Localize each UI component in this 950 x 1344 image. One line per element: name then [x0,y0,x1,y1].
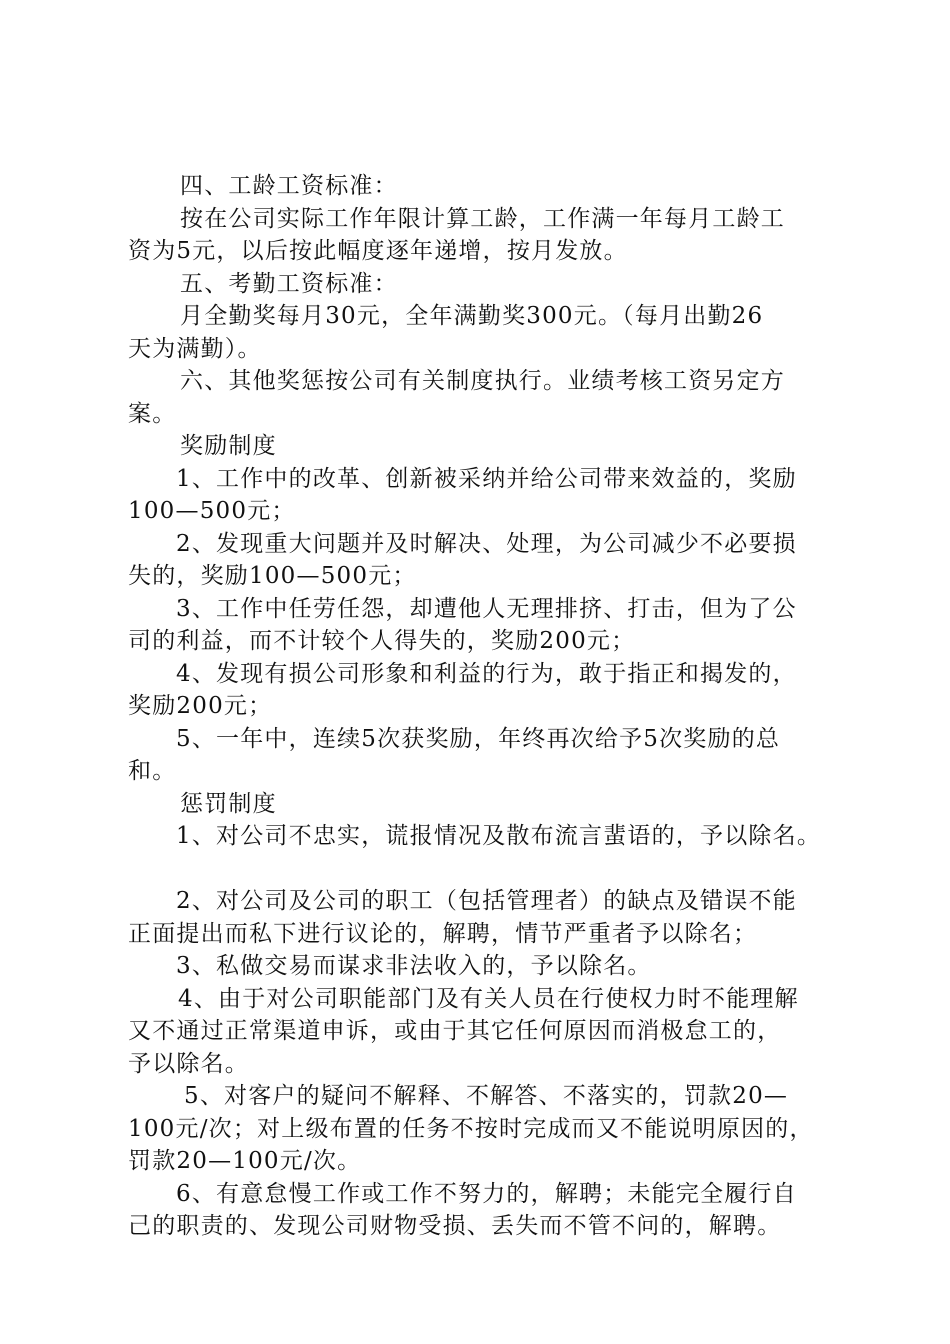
penalty-item-4-line: 又不通过正常渠道申诉，或由于其它任何原因而消极怠工的， [128,1018,782,1044]
section-heading-rewards: 奖励制度 [180,433,277,459]
reward-item-3-line: 司的利益，而不计较个人得失的，奖励200元； [128,628,636,654]
reward-item-4-line: 奖励200元； [128,693,273,719]
penalty-item-1-line: 1、对公司不忠实，谎报情况及散布流言蜚语的，予以除名。 [176,823,822,849]
reward-item-2-line: 2、发现重大问题并及时解决、处理，为公司减少不必要损 [176,530,797,557]
reward-item-4-line: 4、发现有损公司形象和利益的行为，敢于指正和揭发的， [176,660,797,687]
penalty-item-3-line: 3、私做交易而谋求非法收入的，予以除名。 [176,953,652,979]
penalty-item-6-line: 己的职责的、发现公司财物受损、丢失而不管不问的，解聘。 [128,1213,782,1239]
penalty-item-5-line: 罚款20—100元/次。 [128,1148,362,1174]
reward-item-2-line: 失的，奖励100—500元； [128,563,417,589]
penalty-item-5-line: 5、对客户的疑问不解释、不解答、不落实的，罚款20— [184,1083,789,1109]
document-body [128,170,848,1243]
reward-item-1-line: 100—500元； [128,498,296,524]
paragraph-line: 按在公司实际工作年限计算工龄，工作满一年每月工龄工 [180,205,785,232]
penalty-item-4-line: 4、由于对公司职能部门及有关人员在行使权力时不能理解 [178,985,799,1012]
reward-item-5-line: 和。 [128,758,177,784]
penalty-item-2-line: 正面提出而私下进行议论的，解聘，情节严重者予以除名； [128,920,758,947]
penalty-item-5-line: 100元/次；对上级布置的任务不按时完成而又不能说明原因的， [128,1115,814,1142]
penalty-item-6-line: 6、有意怠慢工作或工作不努力的，解聘；未能完全履行自 [176,1180,797,1207]
blank-line [128,853,848,886]
paragraph-line: 资为5元，以后按此幅度逐年递增，按月发放。 [128,238,628,264]
section-heading-attendance-wage: 五、考勤工资标准： [180,270,398,297]
reward-item-5-line: 5、一年中，连续5次获奖励，年终再次给予5次奖励的总 [176,725,781,752]
paragraph-line: 月全勤奖每月30元，全年满勤奖300元。（每月出勤26 [180,303,764,329]
penalty-item-2-line: 2、对公司及公司的职工（包括管理者）的缺点及错误不能 [176,888,797,914]
reward-item-1-line: 1、工作中的改革、创新被采纳并给公司带来效益的，奖励 [176,465,797,492]
section-heading-penalties: 惩罚制度 [180,790,277,817]
paragraph-line: 六、其他奖惩按公司有关制度执行。业绩考核工资另定方 [180,368,785,394]
paragraph-line: 天为满勤）。 [128,335,262,362]
paragraph-line: 案。 [128,400,177,427]
section-heading-seniority-wage: 四、工龄工资标准： [180,173,398,199]
penalty-item-4-line: 予以除名。 [128,1050,249,1077]
reward-item-3-line: 3、工作中任劳任怨，却遭他人无理排挤、打击，但为了公 [176,595,797,622]
